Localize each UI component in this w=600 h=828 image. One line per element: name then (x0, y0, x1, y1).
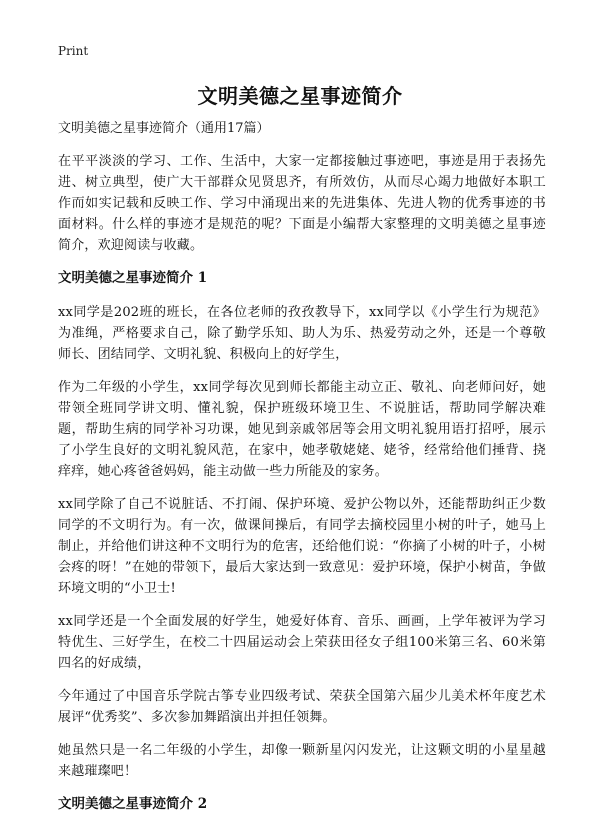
document-title: 文明美德之星事迹简介 (197, 84, 403, 108)
section-1-paragraph: xx同学除了自己不说脏话、不打闹、保护环境、爱护公物以外，还能帮助纠正少数同学的不文明行为。有一次，做课间操后，有同学去摘校园里小树的叶子，她马上制止，并给他们讲这种不文明行为的危害，还给他们说：“你摘了小树的叶子，小树会疼的呀！”在她的带领下，最后大家达到一致意见：爱护环境，保护小树苗，争做环境文明的“小卫士! (58, 497, 546, 596)
document-body (58, 119, 546, 828)
section-1-paragraph: 她虽然只是一名二年级的小学生，却像一颗新星闪闪发光，让这颗文明的小星星越来越璀璨吧！ (58, 743, 546, 779)
section-1-paragraph: 今年通过了中国音乐学院古筝专业四级考试、荣获全国第六届少儿美术杯年度艺术展评“优秀奖”、多次参加舞蹈演出并担任领舞。 (58, 689, 546, 725)
section-1-paragraph: 作为二年级的小学生，xx同学每次见到师长都能主动立正、敬礼、向老师问好，她带领全班同学讲文明、懂礼貌，保护班级环境卫生、不说脏话，帮助同学解决难题，帮助生病的同学补习功课，她见到亲戚邻居等会用文明礼貌用语打招呼，展示了小学生良好的文明礼貌风范，在家中，她孝敬姥姥、姥爷，经常给他们捶背、挠痒痒，她心疼爸爸妈妈，能主动做一些力所能及的家务。 (58, 380, 546, 479)
print-link[interactable]: Print (58, 44, 89, 58)
section-1-paragraph: xx同学是202班的班长，在各位老师的孜孜教导下，xx同学以《小学生行为规范》为准绳，严格要求自己，除了勤学乐知、助人为乐、热爱劳动之外，还是一个尊敬师长、团结同学、文明礼貌、积极向上的好学生， (58, 305, 546, 362)
intro-paragraph: 在平平淡淡的学习、工作、生活中，大家一定都接触过事迹吧，事迹是用于表扬先进、树立典型，使广大干部群众见贤思齐，有所效仿，从而尽心竭力地做好本职工作而如实记载和反映工作、学习中涌现出来的先进集体、先进人物的优秀事迹的书面材料。什么样的事迹才是规范的呢？下面是小编帮大家整理的文明美德之星事迹简介，欢迎阅读与收藏。 (58, 154, 546, 253)
section-1-paragraph: xx同学还是一个全面发展的好学生，她爱好体育、音乐、画画，上学年被评为学习特优生、三好学生，在校二十四届运动会上荣获田径女子组100米第三名、60米第四名的好成绩， (58, 614, 546, 671)
document-subtitle: 文明美德之星事迹简介（通用17篇） (58, 121, 270, 136)
section-heading-1: 文明美德之星事迹简介 1 (58, 270, 208, 286)
section-heading-2: 文明美德之星事迹简介 2 (58, 796, 208, 812)
